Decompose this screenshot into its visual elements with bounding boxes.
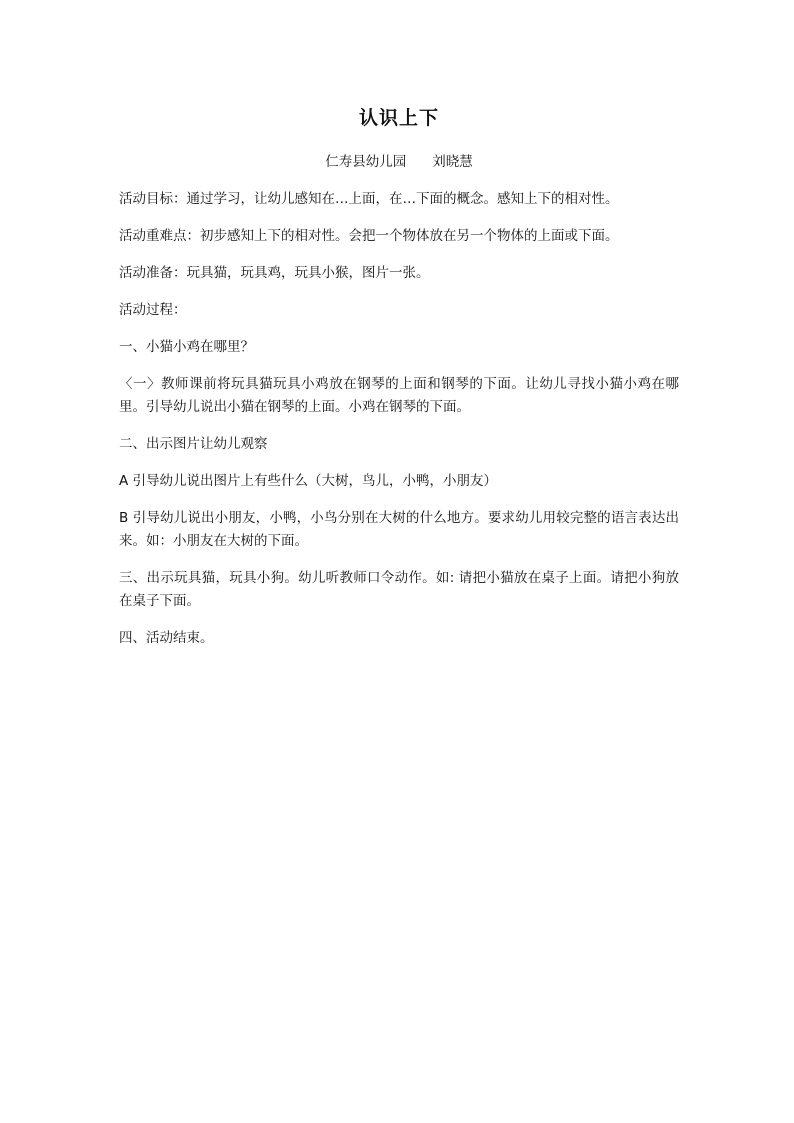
- preparation-paragraph: 活动准备：玩具猫，玩具鸡，玩具小猴，图片一张。: [119, 265, 430, 281]
- document-title: 认识上下: [358, 107, 439, 129]
- process-heading: 活动过程：: [119, 302, 187, 318]
- school-name: 仁寿县幼儿园: [325, 154, 407, 170]
- section-two-item-a: A 引导幼儿说出图片上有些什么（大树，鸟儿，小鸭，小朋友）: [119, 473, 498, 489]
- section-two-item-b: B 引导幼儿说出小朋友，小鸭，小鸟分别在大树的什么地方。要求幼儿用较完整的语言表达出来。如：小朋友在大树的下面。: [119, 510, 679, 549]
- document-body: [119, 104, 679, 664]
- section-four-paragraph: 四、活动结束。: [119, 630, 214, 646]
- section-one-heading: 一、小猫小鸡在哪里？: [119, 339, 254, 355]
- section-three-paragraph: 三、出示玩具猫，玩具小狗。幼儿听教师口令动作。如: 请把小猫放在桌子上面。请把小狗放在桌子下面。: [119, 570, 679, 609]
- section-two-heading: 二、出示图片让幼儿观察: [119, 436, 268, 452]
- section-one-paragraph: 〈一〉教师课前将玩具猫玩具小鸡放在钢琴的上面和钢琴的下面。让幼儿寻找小猫小鸡在哪里。引导幼儿说出小猫在钢琴的上面。小鸡在钢琴的下面。: [119, 376, 679, 415]
- objective-paragraph: 活动目标：通过学习，让幼儿感知在…上面，在…下面的概念。感知上下的相对性。: [119, 191, 619, 207]
- author-name: 刘晓慧: [432, 154, 473, 170]
- byline: [119, 152, 679, 172]
- key-points-paragraph: 活动重难点：初步感知上下的相对性。会把一个物体放在另一个物体的上面或下面。: [119, 228, 619, 244]
